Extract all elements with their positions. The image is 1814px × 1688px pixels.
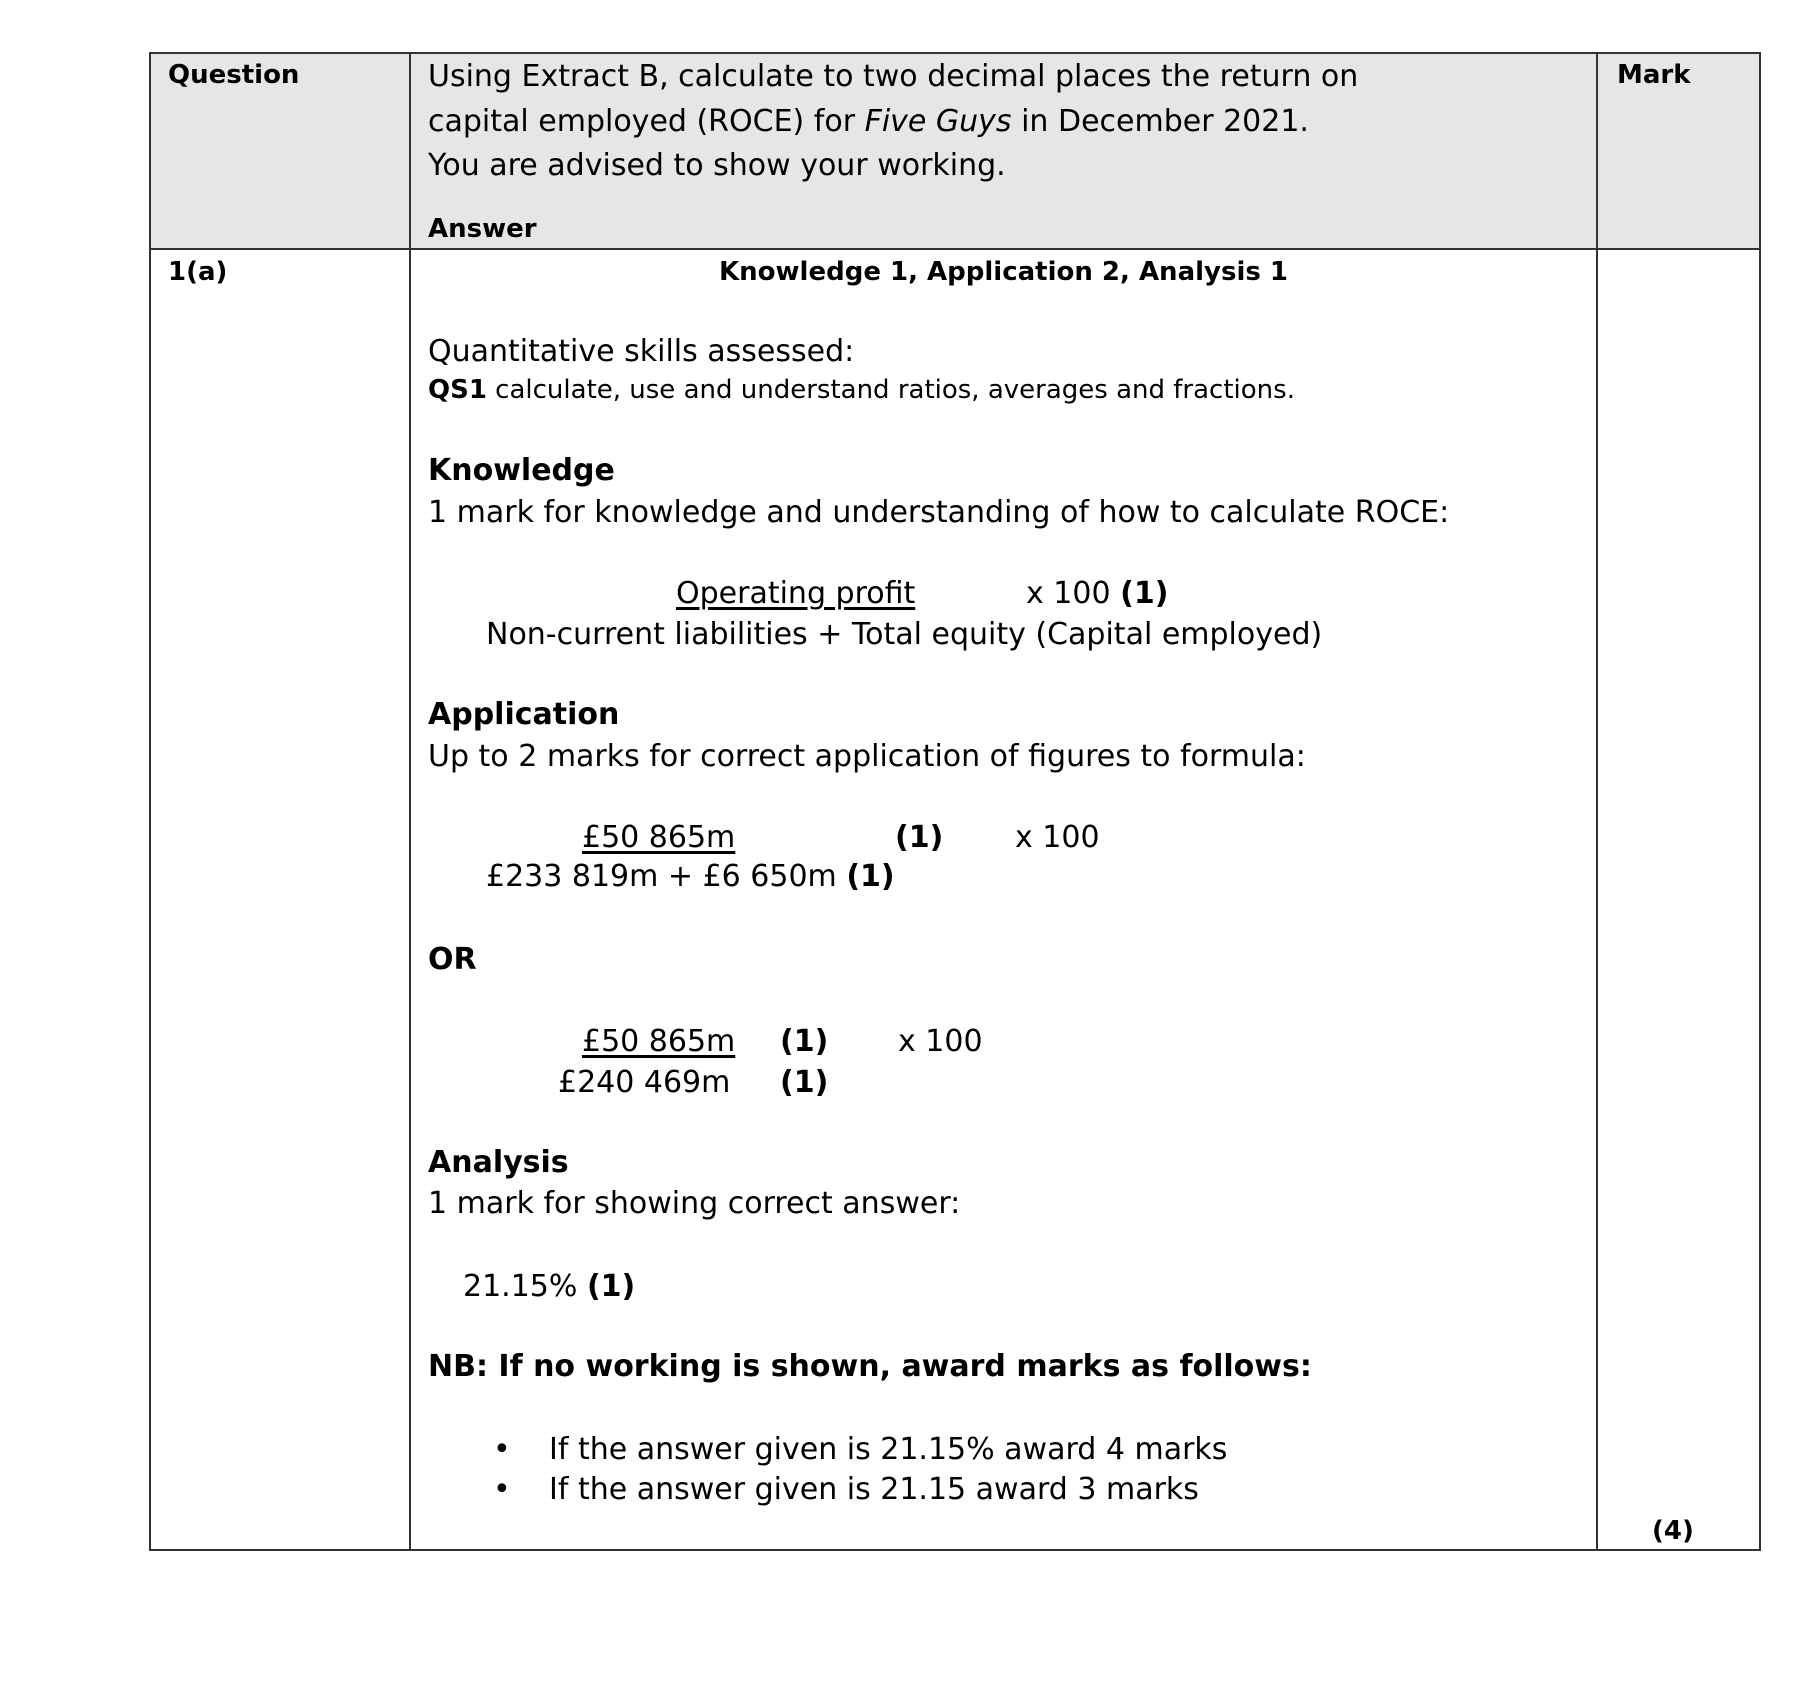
opt2-numerator: £50 865m bbox=[582, 1024, 736, 1059]
table-border-right bbox=[1759, 52, 1761, 1551]
formula-denominator: Non-current liabilities + Total equity (Capital employed) bbox=[486, 617, 1323, 652]
multiplier: x 100 bbox=[1026, 576, 1111, 611]
nb-note: NB: If no working is shown, award marks as follows: bbox=[428, 1349, 1312, 1384]
opt2-multiplier: x 100 bbox=[898, 1024, 983, 1059]
mark: (1) bbox=[1120, 576, 1169, 611]
opt2-numerator-mark: (1) bbox=[780, 1024, 829, 1059]
application-text: Up to 2 marks for correct application of figures to formula: bbox=[428, 739, 1306, 774]
header-divider bbox=[149, 248, 1761, 250]
mark: (1) bbox=[586, 1269, 636, 1304]
company-name: Five Guys bbox=[864, 104, 1012, 139]
mark-column-header: Mark bbox=[1617, 60, 1691, 90]
analysis-text: 1 mark for showing correct answer: bbox=[428, 1186, 961, 1221]
total-mark: (4) bbox=[1652, 1516, 1694, 1546]
formula-multiplier bbox=[1026, 574, 1168, 614]
opt1-numerator: £50 865m bbox=[582, 820, 736, 855]
table-border-top bbox=[149, 52, 1761, 54]
opt2-denominator: £240 469m bbox=[558, 1065, 731, 1100]
table-border-left bbox=[149, 52, 151, 1551]
question-text-line-1: Using Extract B, calculate to two decimal places the return on bbox=[428, 59, 1359, 94]
or-label: OR bbox=[428, 942, 477, 977]
analysis-answer bbox=[463, 1267, 635, 1307]
question-number: 1(a) bbox=[168, 257, 228, 287]
bullet-icon: • bbox=[493, 1432, 511, 1467]
table-border-bottom bbox=[149, 1549, 1761, 1551]
knowledge-heading: Knowledge bbox=[428, 453, 615, 488]
question-text-line-3: You are advised to show your working. bbox=[428, 148, 1006, 183]
answer-label: Answer bbox=[428, 214, 537, 244]
bullet-item: If the answer given is 21.15% award 4 marks bbox=[549, 1432, 1228, 1467]
qs-text: calculate, use and understand ratios, averages and fractions. bbox=[486, 375, 1295, 405]
opt1-denominator bbox=[486, 857, 895, 897]
analysis-heading: Analysis bbox=[428, 1145, 569, 1180]
application-heading: Application bbox=[428, 697, 620, 732]
qs-heading: Quantitative skills assessed: bbox=[428, 334, 855, 369]
bullet-icon: • bbox=[493, 1472, 511, 1507]
question-text-line-2 bbox=[428, 102, 1309, 142]
question-column-header: Question bbox=[168, 60, 300, 90]
mark: (1) bbox=[846, 859, 895, 894]
knowledge-text: 1 mark for knowledge and understanding of how to calculate ROCE: bbox=[428, 495, 1450, 530]
bullet-item: If the answer given is 21.15 award 3 marks bbox=[549, 1472, 1199, 1507]
denominator: £233 819m + £6 650m bbox=[486, 859, 837, 894]
question-text: in December 2021. bbox=[1011, 104, 1309, 139]
qs-description bbox=[428, 370, 1295, 410]
answer-value: 21.15% bbox=[463, 1269, 578, 1304]
assessment-objectives: Knowledge 1, Application 2, Analysis 1 bbox=[719, 257, 1288, 287]
opt2-denominator-mark: (1) bbox=[780, 1065, 829, 1100]
qs-code: QS1 bbox=[428, 375, 487, 405]
formula-numerator: Operating profit bbox=[676, 576, 916, 611]
opt1-multiplier: x 100 bbox=[1015, 820, 1100, 855]
question-text: capital employed (ROCE) for bbox=[428, 104, 865, 139]
opt1-numerator-mark: (1) bbox=[895, 820, 944, 855]
